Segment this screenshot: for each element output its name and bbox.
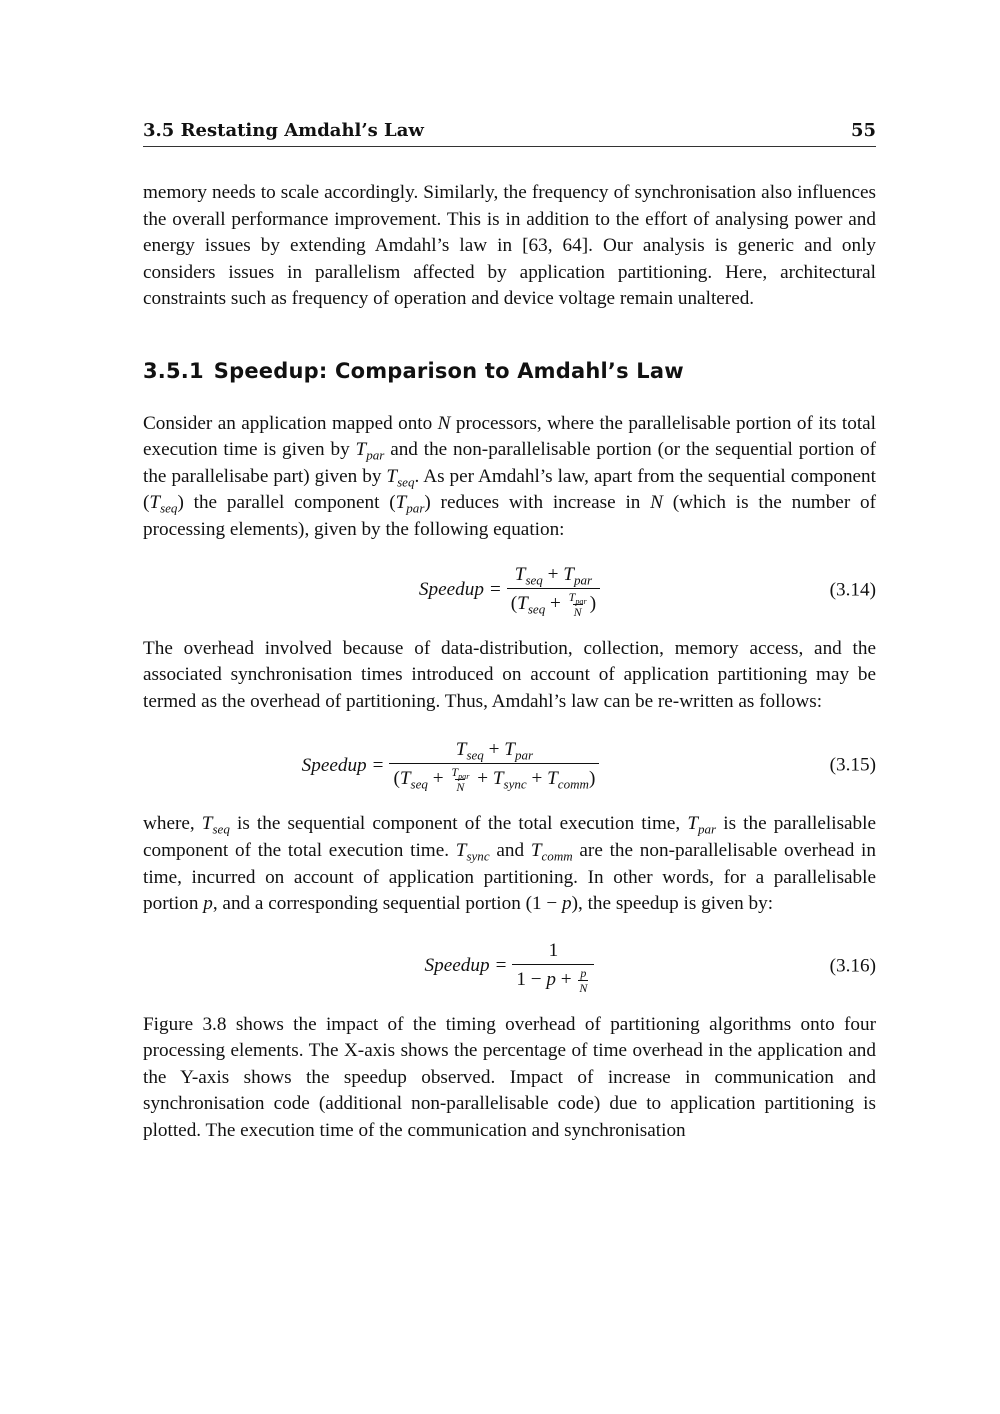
equation-3-14: Speedup = $T_{seq} + T_{par}$ ($T_{seq}$ + $T_{par}$ N ) (3.14) [418, 563, 876, 619]
paragraph-amdahl-intro: Consider an application mapped onto N processors, where the parallelisable portion of its total execution time is given by $T_{par}$ and the non-parallelisable portion (or the sequential portion of the parallelisabe part) given by $T_{seq}$. As per Amdahl’s law, apart from the sequential component $(T_{seq})$ the parallel component $(T_{par})$ reduces with increase in N (which is the number of processing elements), given by the following equation: [143, 412, 876, 540]
paragraph-continuation: memory needs to scale accordingly. Similarly, the frequency of synchronisation also influences the overall performance improvement. This is in addition to the effort of analysing power and energy issues by extending Amdahl’s law in [63, 64]. Our analysis is generic and only considers issues in parallelism affected by application partitioning. Here, architectural constraints such as frequency of operation and device voltage remain unaltered. [143, 182, 876, 310]
paragraph-definitions: where, $T_{seq}$ is the sequential component of the total execution time, $T_{par}$ is the parallelisable component of the total execution time. $T_{sync}$ and $T_{comm}$ are the non-parallelisable overhead in time, incurred on account of application partitioning. In other words, for a parallelisable portion p, and a corresponding sequential portion (1 − p), the speedup is given by: [143, 813, 876, 915]
equation-3-16: Speedup = 1 1 − p + $\frac{p}{N}$ (3.16) [424, 939, 876, 995]
equation-label: (3.14) [829, 579, 876, 601]
equation-label: (3.15) [829, 755, 876, 777]
header-section-title: 3.5 Restating Amdahl’s Law [143, 120, 424, 141]
section-heading [143, 358, 876, 385]
paragraph-overhead: The overhead involved because of data-distribution, collection, memory access, and the associated synchronisation times introduced on account of application partitioning may be termed as the overhead of partitioning. Thus, Amdahl’s law can be re-written as follows: [143, 637, 876, 712]
running-header [143, 120, 876, 147]
section-number: 3.5.1 [143, 358, 204, 383]
paragraph-figure-reference: Figure 3.8 shows the impact of the timing overhead of partitioning algorithms onto four processing elements. The X-axis shows the percentage of time overhead in the application and the Y-axis shows the speedup observed. Impact of increase in communication and synchronisation code (additional non-parallelisable code) due to application partitioning is plotted. The execution time of the communication and synchronisation [143, 1013, 876, 1142]
equation-label: (3.16) [829, 955, 876, 977]
page-number: 55 [850, 120, 876, 141]
body-content [143, 180, 876, 1145]
equation-3-15: Speedup = $T_{seq} + T_{par}$ ($T_{seq}$ + $T_{par}$ N + $T_{sync} + T_{comm}$) (3.15) [301, 739, 876, 795]
section-title: Speedup: Comparison to Amdahl’s Law [213, 358, 684, 383]
